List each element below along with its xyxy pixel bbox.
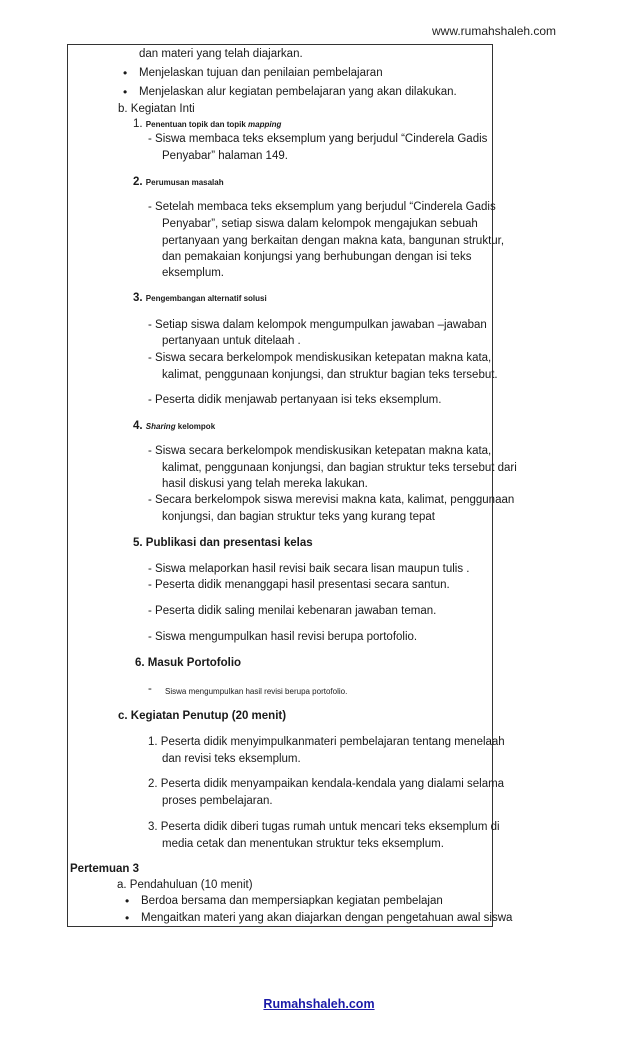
bullet-item: • Berdoa bersama dan mempersiapkan kegiatan pembelajan (141, 894, 443, 909)
step-2-heading: 2. Perumusan masalah (133, 176, 224, 188)
step-6-heading: 6. Masuk Portofolio (135, 657, 242, 669)
step-3-heading: 3. Pengembangan alternatif solusi (133, 292, 267, 304)
text-line: - Peserta didik menjawab pertanyaan isi teks eksemplum. (148, 394, 442, 406)
bullet-item: • Menjelaskan alur kegiatan pembelajaran yang akan dilakukan. (139, 85, 457, 100)
text-line: - Siswa membaca teks eksemplum yang berjudul “Cinderela Gadis (148, 133, 488, 145)
text-line: proses pembelajaran. (162, 795, 273, 807)
text-line: - Siswa mengumpulkan hasil revisi berupa portofolio. (148, 631, 418, 643)
text-line: - Siswa melaporkan hasil revisi baik secara lisan maupun tulis . (148, 563, 470, 575)
step-5-heading: 5. Publikasi dan presentasi kelas (133, 537, 313, 549)
text-line: 1. Peserta didik menyimpulkanmateri pembelajaran tentang menelaah (148, 736, 505, 748)
bullet-item: • Mengaitkan materi yang akan diajarkan dengan pengetahuan awal siswa (141, 911, 512, 926)
section-title-kegiatan-penutup: c. Kegiatan Penutup (20 menit) (118, 710, 287, 722)
text-line: a. Pendahuluan (10 menit) (117, 879, 253, 891)
text-line: - Setelah membaca teks eksemplum yang berjudul “Cinderela Gadis (148, 201, 496, 213)
text-line: konjungsi, dan bagian struktur teks yang kurang tepat (162, 511, 435, 523)
step-1-heading: 1. Penentuan topik dan topik mapping (133, 118, 282, 130)
text-line: eksemplum. (162, 267, 224, 279)
text-line: kalimat, penggunaan konjungsi, dan struktur bagian teks tersebut. (162, 369, 498, 381)
text-line: - Peserta didik saling menilai kebenaran jawaban teman. (148, 605, 437, 617)
text-line: kalimat, penggunaan konjungsi, dan bagian struktur teks tersebut dari (162, 462, 517, 474)
text-dash: - (148, 683, 152, 695)
text-line: Siswa mengumpulkan hasil revisi berupa portofolio. (165, 687, 348, 696)
text-line: Penyabar”, setiap siswa dalam kelompok mengajukan sebuah (162, 218, 478, 230)
text-line: - Siswa secara berkelompok mendiskusikan ketepatan makna kata, (148, 352, 492, 364)
text-line: pertanyaan untuk ditelaah . (162, 335, 301, 347)
text-line: 2. Peserta didik menyampaikan kendala-kendala yang dialami selama (148, 778, 505, 790)
bullet-item: • Menjelaskan tujuan dan penilaian pembelajaran (139, 66, 383, 81)
text-line: - Setiap siswa dalam kelompok mengumpulkan jawaban –jawaban (148, 319, 487, 331)
text-line: dan materi yang telah diajarkan. (139, 48, 303, 60)
step-4-heading: 4. Sharing kelompok (133, 420, 216, 432)
text-line: - Peserta didik menanggapi hasil presentasi secara santun. (148, 579, 450, 591)
text-line: dan pemakaian konjungsi yang berhubungan dengan isi teks (162, 251, 472, 263)
section-title-pertemuan-3: Pertemuan 3 (70, 863, 140, 875)
text-line: pertanyaan yang berkaitan dengan makna kata, bangunan struktur, (162, 235, 505, 247)
text-line: media cetak dan menentukan struktur teks eksemplum. (162, 838, 444, 850)
header-site-url: www.rumahshaleh.com (432, 24, 557, 38)
section-title-kegiatan-inti: b. Kegiatan Inti (118, 103, 195, 115)
text-line: 3. Peserta didik diberi tugas rumah untuk mencari teks eksemplum di (148, 821, 500, 833)
text-line: dan revisi teks eksemplum. (162, 753, 301, 765)
text-line: - Siswa secara berkelompok mendiskusikan ketepatan makna kata, (148, 445, 492, 457)
text-line: hasil diskusi yang telah mereka lakukan. (162, 478, 368, 490)
footer-site-url: Rumahshaleh.com (263, 997, 375, 1011)
text-line: - Secara berkelompok siswa merevisi makna kata, kalimat, penggunaan (148, 494, 515, 506)
text-line: Penyabar” halaman 149. (162, 150, 288, 162)
